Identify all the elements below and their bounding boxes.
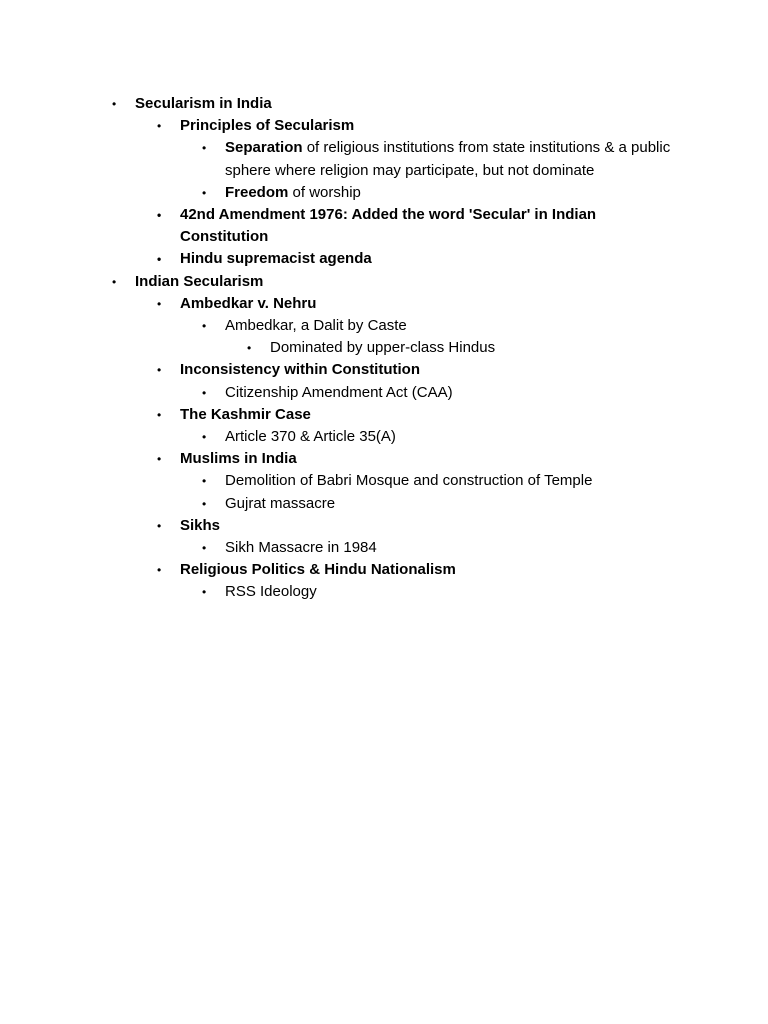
ambedkar-dalit-text: Ambedkar, a Dalit by Caste: [225, 317, 407, 335]
outline-item-hindu-supremacist-agenda: • Hindu supremacist agenda: [180, 248, 675, 270]
outline-item-freedom: [225, 182, 675, 204]
heading-kashmir-case: The Kashmir Case: [180, 405, 311, 423]
outline-level-3: [180, 382, 675, 404]
outline-item-dominated: • Dominated by upper-class Hindus: [270, 337, 675, 359]
outline-item-sikh-massacre: • Sikh Massacre in 1984: [225, 537, 675, 559]
heading-inconsistency: Inconsistency within Constitution: [180, 361, 420, 379]
term-freedom: Freedom: [225, 183, 289, 201]
outline-item-muslims-in-india: [180, 448, 675, 515]
outline: [135, 93, 675, 604]
outline-level-4: [225, 337, 675, 359]
outline-item-article-370: • Article 370 & Article 35(A): [225, 426, 675, 448]
outline-item-inconsistency: [180, 359, 675, 403]
heading-secularism-in-india: Secularism in India: [135, 95, 272, 112]
outline-level-3: [180, 137, 675, 204]
heading-ambedkar-v-nehru: Ambedkar v. Nehru: [180, 294, 317, 312]
outline-level-1: [135, 93, 675, 604]
outline-item-ambedkar-dalit: [225, 315, 675, 359]
outline-level-2: [135, 293, 675, 604]
outline-item-indian-secularism: [135, 271, 675, 604]
outline-level-2: [135, 115, 675, 270]
separation-description: of religious institutions from state institutions & a public sphere where religion may participate, but not dominate: [225, 139, 671, 179]
outline-item-caa: • Citizenship Amendment Act (CAA): [225, 382, 675, 404]
outline-level-3: [180, 537, 675, 559]
outline-item-42nd-amendment: • 42nd Amendment 1976: Added the word 'Secular' in Indian Constitution: [180, 204, 675, 248]
heading-muslims-in-india: Muslims in India: [180, 450, 297, 468]
outline-level-3: [180, 426, 675, 448]
outline-item-gujrat-massacre: • Gujrat massacre: [225, 493, 675, 515]
heading-sikhs: Sikhs: [180, 516, 221, 534]
outline-level-3: [180, 581, 675, 603]
heading-principles-of-secularism: Principles of Secularism: [180, 117, 355, 135]
outline-item-religious-politics: [180, 559, 675, 603]
outline-item-babri-mosque: • Demolition of Babri Mosque and construction of Temple: [225, 470, 675, 492]
freedom-description: of worship: [288, 183, 361, 201]
outline-level-3: [180, 315, 675, 359]
outline-item-rss-ideology: • RSS Ideology: [225, 581, 675, 603]
outline-item-kashmir-case: [180, 404, 675, 448]
heading-indian-secularism: Indian Secularism: [135, 272, 264, 290]
outline-item-separation: [225, 137, 675, 181]
outline-item-secularism-in-india: [135, 93, 675, 271]
outline-item-principles: [180, 115, 675, 204]
outline-item-sikhs: [180, 515, 675, 559]
term-separation: Separation: [225, 139, 303, 157]
heading-religious-politics: Religious Politics & Hindu Nationalism: [180, 561, 456, 579]
outline-level-3: [180, 470, 675, 514]
outline-item-ambedkar-v-nehru: [180, 293, 675, 360]
